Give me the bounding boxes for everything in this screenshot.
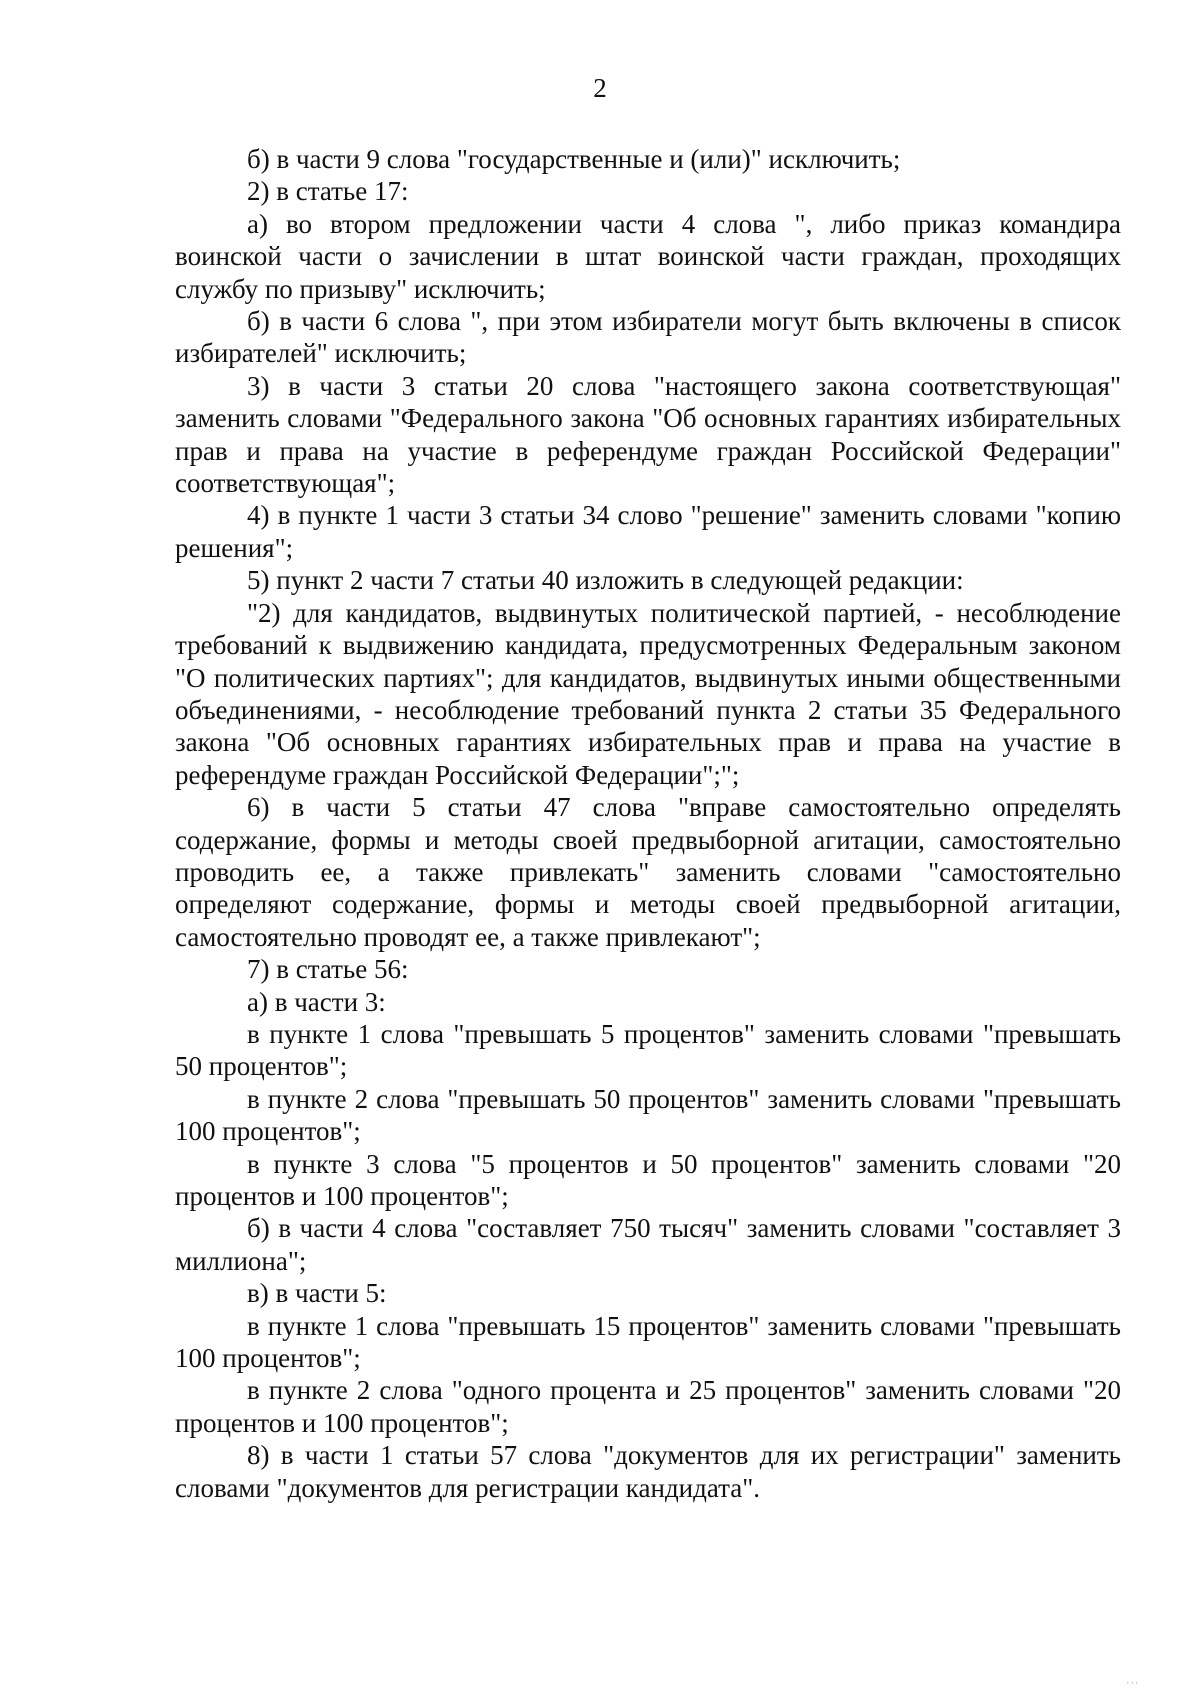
para-6: 4) в пункте 1 части 3 статьи 34 слово "решение" заменить словами "копию решения"; [175, 500, 1121, 563]
para-8: "2) для кандидатов, выдвинутых политической партией, - несоблюдение требований к выдвижению кандидата, предусмотренных Федеральным законом "О политических партиях"; для кандидатов, выдвинутых иными общественными объединениями, - несоблюдение требований пункта 2 статьи 35 Федерального закона "Об основных гарантиях избирательных прав и права на участие в референдуме граждан Российской Федерации";"; [175, 597, 1121, 790]
para-1: б) в части 9 слова "государственные и (или)" исключить; [247, 144, 901, 174]
page-number: 2 [593, 73, 607, 103]
para-13: в пункте 2 слова "превышать 50 процентов" заменить словами "превышать 100 процентов"; [175, 1083, 1121, 1147]
scan-artifact: ''' [1126, 1681, 1140, 1691]
para-18: в пункте 2 слова "одного процента и 25 процентов" заменить словами "20 процентов и 100 процентов"; [175, 1375, 1121, 1438]
para-9: 6) в части 5 статьи 47 слова "вправе самостоятельно определять содержание, формы и методы своей предвыборной агитации, самостоятельно проводить ее, а также привлекать" заменить словами "самостоятельно определяют содержание, формы и методы своей предвыборной агитации, самостоятельно проводят ее, а также привлекают"; [175, 792, 1121, 952]
para-11: а) в части 3: [247, 986, 386, 1017]
para-16: в) в части 5: [247, 1278, 387, 1309]
para-19: 8) в части 1 статьи 57 слова "документов для их регистрации" заменить словами "документов для регистрации кандидата". [175, 1440, 1121, 1503]
para-15: б) в части 4 слова "составляет 750 тысяч" заменить словами "составляет 3 миллиона"; [175, 1213, 1121, 1276]
para-7: 5) пункт 2 части 7 статьи 40 изложить в следующей редакции: [247, 565, 964, 596]
document-body [175, 143, 1121, 1504]
para-5: 3) в части 3 статьи 20 слова "настоящего закона соответствующая" заменить словами "Федерального закона "Об основных гарантиях избирательных прав и права на участие в референдуме граждан Российской Федерации" соответствующая"; [175, 370, 1121, 499]
para-17: в пункте 1 слова "превышать 15 процентов" заменить словами "превышать 100 процентов"; [175, 1310, 1121, 1374]
para-10: 7) в статье 56: [247, 954, 409, 985]
para-2: 2) в статье 17: [247, 176, 409, 207]
para-3: а) во втором предложении части 4 слова ", либо приказ командира воинской части о зачислении в штат воинской части граждан, проходящих службу по призыву" исключить; [175, 208, 1121, 304]
para-14: в пункте 3 слова "5 процентов и 50 процентов" заменить словами "20 процентов и 100 процентов"; [175, 1148, 1121, 1211]
para-12: в пункте 1 слова "превышать 5 процентов" заменить словами "превышать 50 процентов"; [175, 1018, 1121, 1082]
para-4: б) в части 6 слова ", при этом избиратели могут быть включены в список избирателей" исключить; [175, 306, 1121, 369]
